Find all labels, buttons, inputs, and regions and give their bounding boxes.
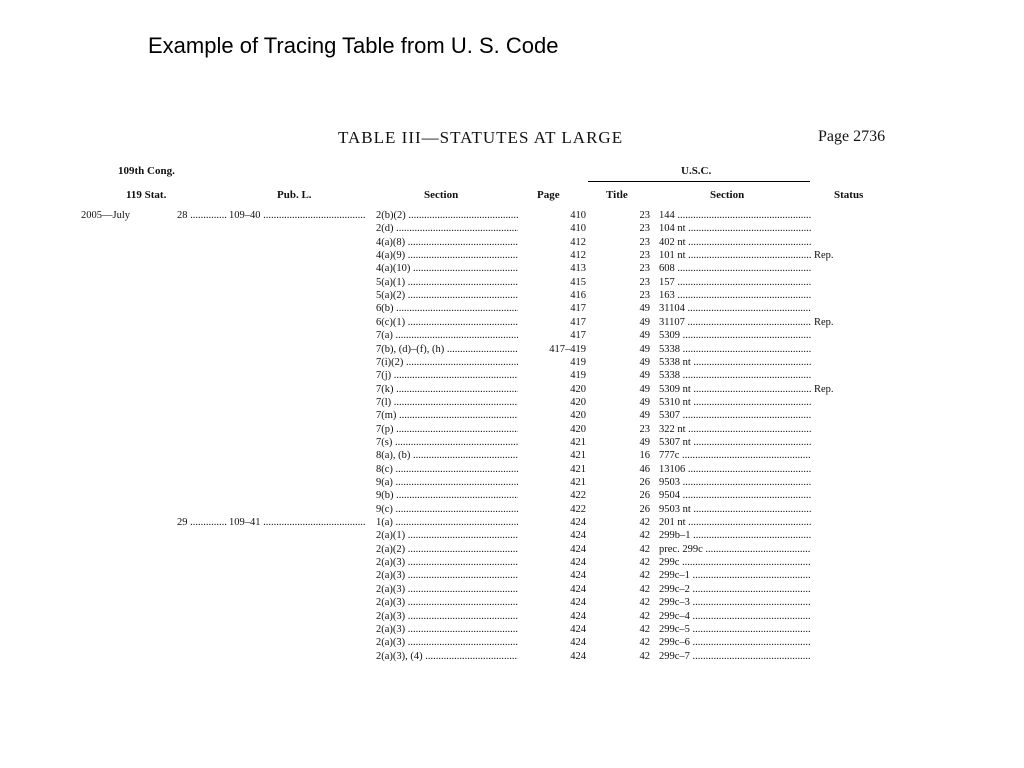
cell-section: 7(l) .....	[376, 396, 518, 409]
cell-page: 424	[570, 544, 586, 555]
col-header-usc-section: Section	[710, 189, 745, 201]
cell-section: 4(a)(8) .....	[376, 236, 518, 249]
cell-title: 49	[639, 397, 650, 408]
cell-page: 424	[570, 624, 586, 635]
cell-section: 4(a)(10) .....	[376, 262, 518, 275]
col-header-page: Page	[537, 189, 560, 201]
cell-title: 42	[639, 624, 650, 635]
cell-section: 2(a)(3), (4) .....	[376, 650, 518, 663]
cell-title: 49	[639, 370, 650, 381]
cell-usc-section: 299c–3 .....	[659, 596, 811, 609]
cell-title: 42	[639, 597, 650, 608]
cell-usc-section: 299c–6 .....	[659, 636, 811, 649]
cell-title: 26	[639, 490, 650, 501]
cell-page: 419	[570, 357, 586, 368]
cell-section: 7(b), (d)–(f), (h) .....	[376, 343, 518, 356]
cell-page: 412	[570, 237, 586, 248]
cell-usc-section: 5310 nt .....	[659, 396, 811, 409]
cell-usc-section: 5309 nt .....	[659, 383, 811, 396]
cell-usc-section: 9504 .....	[659, 489, 811, 502]
cell-usc-section: 101 nt .....	[659, 249, 811, 262]
table-row	[0, 650, 1024, 663]
cell-section: 9(c) .....	[376, 503, 518, 516]
cell-usc-section: 31107 .....	[659, 316, 811, 329]
cell-title: 42	[639, 530, 650, 541]
table-row	[0, 343, 1024, 356]
table-row	[0, 463, 1024, 476]
table-row	[0, 302, 1024, 315]
cell-section: 8(a), (b) .....	[376, 449, 518, 462]
cell-page: 421	[570, 450, 586, 461]
cell-usc-section: 163 .....	[659, 289, 811, 302]
cell-usc-section: 5307 .....	[659, 409, 811, 422]
cell-usc-section: 777c .....	[659, 449, 811, 462]
cell-date: 2005—July	[81, 210, 131, 221]
table-row	[0, 476, 1024, 489]
cell-title: 42	[639, 651, 650, 662]
cell-section: 2(a)(3) .....	[376, 569, 518, 582]
cell-section: 8(c) .....	[376, 463, 518, 476]
cell-usc-section: 608 .....	[659, 262, 811, 275]
cell-section: 9(b) .....	[376, 489, 518, 502]
cell-title: 42	[639, 637, 650, 648]
cell-usc-section: 322 nt .....	[659, 423, 811, 436]
cell-usc-section: 104 nt .....	[659, 222, 811, 235]
cell-section: 7(i)(2) .....	[376, 356, 518, 369]
cell-title: 49	[639, 344, 650, 355]
table-row	[0, 409, 1024, 422]
page-number: Page 2736	[818, 128, 886, 145]
cell-section: 2(b)(2) .....	[376, 209, 518, 222]
cell-usc-section: 31104 .....	[659, 302, 811, 315]
cell-usc-section: 299b–1 .....	[659, 529, 811, 542]
col-header-status: Status	[834, 189, 864, 201]
cell-page: 415	[570, 277, 586, 288]
cell-usc-section: 299c–7 .....	[659, 650, 811, 663]
table-row	[0, 596, 1024, 609]
cell-title: 23	[639, 210, 650, 221]
cell-title: 49	[639, 317, 650, 328]
cell-stat: 29 .....	[177, 516, 227, 529]
cell-page: 417	[570, 303, 586, 314]
congress-label: 109th Cong.	[118, 165, 175, 177]
cell-usc-section: 157 .....	[659, 276, 811, 289]
cell-section: 2(a)(3) .....	[376, 623, 518, 636]
table-row	[0, 262, 1024, 275]
cell-status: Rep.	[814, 250, 834, 261]
cell-page: 424	[570, 570, 586, 581]
cell-usc-section: 5307 nt .....	[659, 436, 811, 449]
table-row	[0, 436, 1024, 449]
table-row	[0, 316, 1024, 329]
cell-usc-section: 5338 nt .....	[659, 356, 811, 369]
cell-page: 424	[570, 584, 586, 595]
cell-usc-section: 5338 .....	[659, 343, 811, 356]
usc-group-header: U.S.C.	[681, 165, 712, 177]
table-row	[0, 503, 1024, 516]
table-row	[0, 289, 1024, 302]
cell-title: 49	[639, 437, 650, 448]
cell-title: 23	[639, 263, 650, 274]
cell-page: 410	[570, 210, 586, 221]
cell-usc-section: 9503 nt .....	[659, 503, 811, 516]
table-row	[0, 356, 1024, 369]
table-row	[0, 249, 1024, 262]
cell-title: 23	[639, 237, 650, 248]
cell-title: 42	[639, 517, 650, 528]
cell-section: 2(a)(1) .....	[376, 529, 518, 542]
table-title: TABLE III—STATUTES AT LARGE	[338, 128, 624, 147]
cell-page: 422	[570, 504, 586, 515]
table-row	[0, 423, 1024, 436]
usc-header-rule	[588, 181, 810, 182]
cell-title: 23	[639, 250, 650, 261]
cell-section: 2(d) .....	[376, 222, 518, 235]
cell-publ: 109–40 .....	[229, 209, 365, 222]
cell-usc-section: 299c–1 .....	[659, 569, 811, 582]
cell-section: 9(a) .....	[376, 476, 518, 489]
cell-usc-section: 299c–4 .....	[659, 610, 811, 623]
cell-section: 7(p) .....	[376, 423, 518, 436]
cell-usc-section: 5338 .....	[659, 369, 811, 382]
table-row	[0, 556, 1024, 569]
cell-usc-section: 201 nt .....	[659, 516, 811, 529]
cell-title: 23	[639, 290, 650, 301]
table-row	[0, 569, 1024, 582]
cell-title: 26	[639, 504, 650, 515]
cell-page: 412	[570, 250, 586, 261]
col-header-title: Title	[606, 189, 628, 201]
cell-usc-section: 402 nt .....	[659, 236, 811, 249]
table-row	[0, 383, 1024, 396]
table-row	[0, 543, 1024, 556]
cell-page: 416	[570, 290, 586, 301]
cell-page: 424	[570, 611, 586, 622]
table-row	[0, 489, 1024, 502]
table-row	[0, 222, 1024, 235]
cell-page: 424	[570, 637, 586, 648]
cell-page: 417–419	[549, 344, 586, 355]
cell-section: 1(a) .....	[376, 516, 518, 529]
cell-title: 42	[639, 570, 650, 581]
cell-page: 424	[570, 651, 586, 662]
cell-title: 49	[639, 303, 650, 314]
cell-section: 7(j) .....	[376, 369, 518, 382]
col-header-stat: 119 Stat.	[126, 189, 167, 201]
cell-usc-section: 299c–5 .....	[659, 623, 811, 636]
slide-title: Example of Tracing Table from U. S. Code	[148, 33, 559, 58]
cell-section: 2(a)(3) .....	[376, 636, 518, 649]
cell-section: 2(a)(3) .....	[376, 596, 518, 609]
cell-title: 49	[639, 330, 650, 341]
cell-section: 7(a) .....	[376, 329, 518, 342]
cell-usc-section: 299c–2 .....	[659, 583, 811, 596]
cell-title: 23	[639, 223, 650, 234]
cell-section: 7(m) .....	[376, 409, 518, 422]
cell-title: 26	[639, 477, 650, 488]
table-row	[0, 369, 1024, 382]
cell-page: 417	[570, 317, 586, 328]
cell-page: 424	[570, 530, 586, 541]
col-header-publ: Pub. L.	[277, 189, 312, 201]
cell-page: 421	[570, 464, 586, 475]
cell-page: 420	[570, 397, 586, 408]
cell-title: 42	[639, 611, 650, 622]
cell-section: 5(a)(2) .....	[376, 289, 518, 302]
cell-page: 424	[570, 597, 586, 608]
table-row	[0, 449, 1024, 462]
cell-title: 42	[639, 544, 650, 555]
col-header-section: Section	[424, 189, 459, 201]
cell-title: 49	[639, 357, 650, 368]
cell-page: 424	[570, 557, 586, 568]
cell-section: 2(a)(2) .....	[376, 543, 518, 556]
cell-title: 49	[639, 384, 650, 395]
cell-publ: 109–41 .....	[229, 516, 365, 529]
cell-page: 421	[570, 437, 586, 448]
cell-section: 2(a)(3) .....	[376, 583, 518, 596]
table-row	[0, 529, 1024, 542]
cell-page: 410	[570, 223, 586, 234]
cell-usc-section: 299c .....	[659, 556, 811, 569]
cell-section: 6(c)(1) .....	[376, 316, 518, 329]
cell-page: 420	[570, 384, 586, 395]
table-row	[0, 209, 1024, 222]
cell-section: 4(a)(9) .....	[376, 249, 518, 262]
cell-page: 420	[570, 424, 586, 435]
cell-page: 420	[570, 410, 586, 421]
table-row	[0, 329, 1024, 342]
cell-usc-section: 9503 .....	[659, 476, 811, 489]
cell-section: 2(a)(3) .....	[376, 556, 518, 569]
table-row	[0, 276, 1024, 289]
cell-title: 23	[639, 424, 650, 435]
cell-usc-section: 144 .....	[659, 209, 811, 222]
cell-title: 46	[639, 464, 650, 475]
cell-status: Rep.	[814, 317, 834, 328]
cell-title: 42	[639, 584, 650, 595]
cell-title: 23	[639, 277, 650, 288]
table-row	[0, 636, 1024, 649]
cell-section: 2(a)(3) .....	[376, 610, 518, 623]
table-row	[0, 516, 1024, 529]
cell-usc-section: 5309 .....	[659, 329, 811, 342]
table-row	[0, 583, 1024, 596]
cell-page: 419	[570, 370, 586, 381]
cell-usc-section: 13106 .....	[659, 463, 811, 476]
cell-page: 413	[570, 263, 586, 274]
table-row	[0, 396, 1024, 409]
cell-title: 42	[639, 557, 650, 568]
table-row	[0, 610, 1024, 623]
cell-page: 424	[570, 517, 586, 528]
cell-usc-section: prec. 299c .....	[659, 543, 811, 556]
cell-page: 422	[570, 490, 586, 501]
cell-status: Rep.	[814, 384, 834, 395]
table-row	[0, 623, 1024, 636]
cell-section: 6(b) .....	[376, 302, 518, 315]
cell-page: 417	[570, 330, 586, 341]
cell-stat: 28 .....	[177, 209, 227, 222]
cell-section: 5(a)(1) .....	[376, 276, 518, 289]
cell-page: 421	[570, 477, 586, 488]
cell-title: 16	[639, 450, 650, 461]
table-row	[0, 236, 1024, 249]
cell-section: 7(k) .....	[376, 383, 518, 396]
cell-section: 7(s) .....	[376, 436, 518, 449]
cell-title: 49	[639, 410, 650, 421]
